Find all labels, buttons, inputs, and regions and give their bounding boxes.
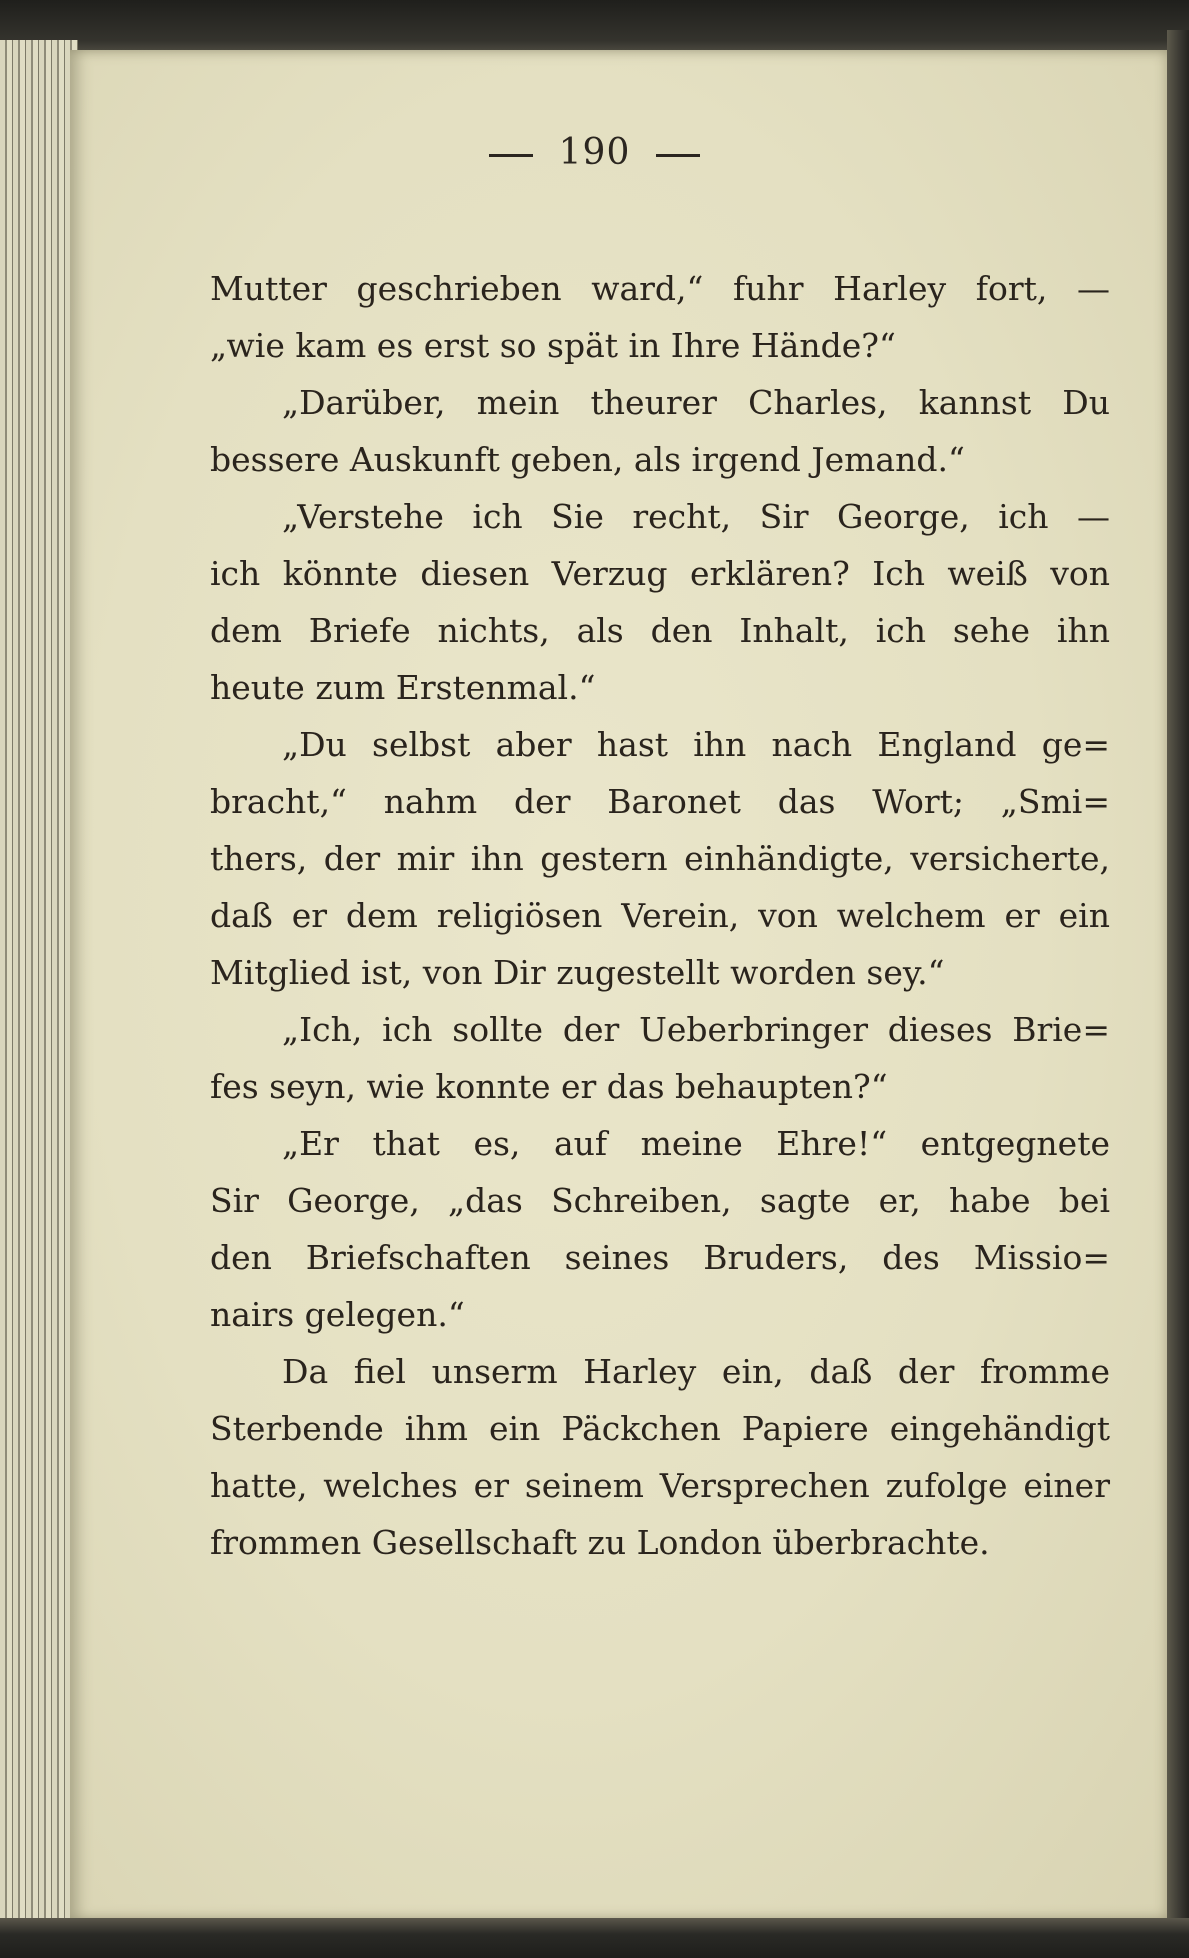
text-line: den Briefschaften seines Bruders, des Missio=	[210, 1238, 1110, 1277]
text-line: „Verstehe ich Sie recht, Sir George, ich —	[282, 497, 1110, 536]
text-line: „wie kam es erst so spät in Ihre Hände?“	[210, 326, 896, 365]
text-line: thers, der mir ihn gestern einhändigte, versicherte,	[210, 839, 1110, 878]
text-line: Sir George, „das Schreiben, sagte er, habe bei	[210, 1181, 1110, 1220]
header-dash-left	[489, 154, 533, 157]
text-line: Sterbende ihm ein Päckchen Papiere eingehändigt	[210, 1409, 1110, 1448]
text-line: heute zum Erstenmal.“	[210, 668, 596, 707]
book-binding-bottom	[0, 1918, 1189, 1958]
text-line: „Du selbst aber hast ihn nach England ge=	[282, 725, 1110, 764]
text-line: ich könnte diesen Verzug erklären? Ich weiß von	[210, 554, 1110, 593]
text-line: Mitglied ist, von Dir zugestellt worden sey.“	[210, 953, 945, 992]
text-line: fes seyn, wie konnte er das behaupten?“	[210, 1067, 888, 1106]
text-line: „Ich, ich sollte der Ueberbringer dieses Brie=	[282, 1010, 1110, 1049]
book-spine-edge	[1167, 30, 1189, 1930]
text-line: bessere Auskunft geben, als irgend Jemand.“	[210, 440, 965, 479]
text-line: hatte, welches er seinem Versprechen zufolge einer	[210, 1466, 1110, 1505]
text-line: bracht,“ nahm der Baronet das Wort; „Smi=	[210, 782, 1110, 821]
text-line: dem Briefe nichts, als den Inhalt, ich sehe ihn	[210, 611, 1110, 650]
body-text	[210, 260, 1110, 1571]
page-number: 190	[558, 132, 631, 173]
text-line: „Er that es, auf meine Ehre!“ entgegnete	[282, 1124, 1110, 1163]
text-line: Da fiel unserm Harley ein, daß der fromme	[282, 1352, 1110, 1391]
text-line: frommen Gesellschaft zu London überbrachte.	[210, 1523, 990, 1562]
text-line: nairs gelegen.“	[210, 1295, 465, 1334]
text-line: daß er dem religiösen Verein, von welchem er ein	[210, 896, 1110, 935]
page-header	[0, 132, 1189, 173]
header-dash-right	[656, 154, 700, 157]
text-line: Mutter geschrieben ward,“ fuhr Harley fort, —	[210, 269, 1110, 308]
page-edges	[0, 40, 78, 1920]
text-line: „Darüber, mein theurer Charles, kannst Du	[282, 383, 1110, 422]
